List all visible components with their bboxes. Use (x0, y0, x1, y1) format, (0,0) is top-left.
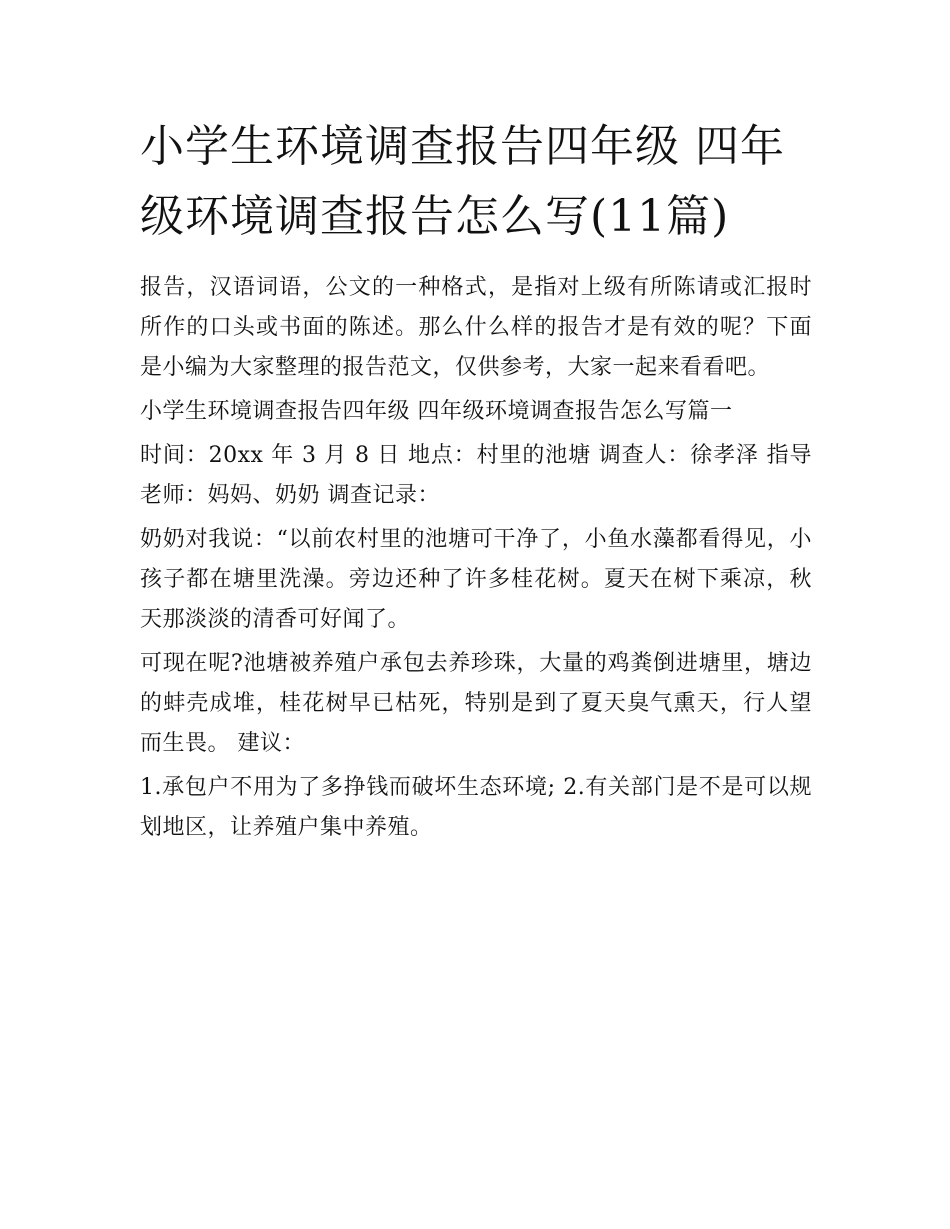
suggestions-paragraph: 1.承包户不用为了多挣钱而破坏生态环境; 2.有关部门是不是可以规划地区，让养殖户集中养殖。 (140, 775, 812, 840)
grandma-quote-paragraph: 奶奶对我说：“以前农村里的池塘可干净了，小鱼水藻都看得见，小孩子都在塘里洗澡。旁边还种了许多桂花树。夏天在树下乘凉，秋天那淡淡的清香可好闻了。 (140, 527, 812, 632)
current-situation-paragraph: 可现在呢?池塘被养殖户承包去养珍珠，大量的鸡粪倒进塘里，塘边的蚌壳成堆，桂花树早已枯死，特别是到了夏天臭气熏天，行人望而生畏。 建议： (140, 651, 812, 756)
intro-paragraph: 报告，汉语词语，公文的一种格式，是指对上级有所陈请或汇报时所作的口头或书面的陈述。那么什么样的报告才是有效的呢？下面是小编为大家整理的报告范文，仅供参考，大家一起来看看吧。 (140, 275, 812, 380)
section-heading: 小学生环境调查报告四年级 四年级环境调查报告怎么写篇一 (140, 399, 733, 424)
survey-info-paragraph: 时间：20xx 年 3 月 8 日 地点：村里的池塘 调查人：徐孝泽 指导老师：妈妈、奶奶 调查记录： (140, 443, 812, 508)
document-title: 小学生环境调查报告四年级 四年级环境调查报告怎么写(11篇) (140, 121, 785, 242)
document-body (140, 112, 812, 852)
